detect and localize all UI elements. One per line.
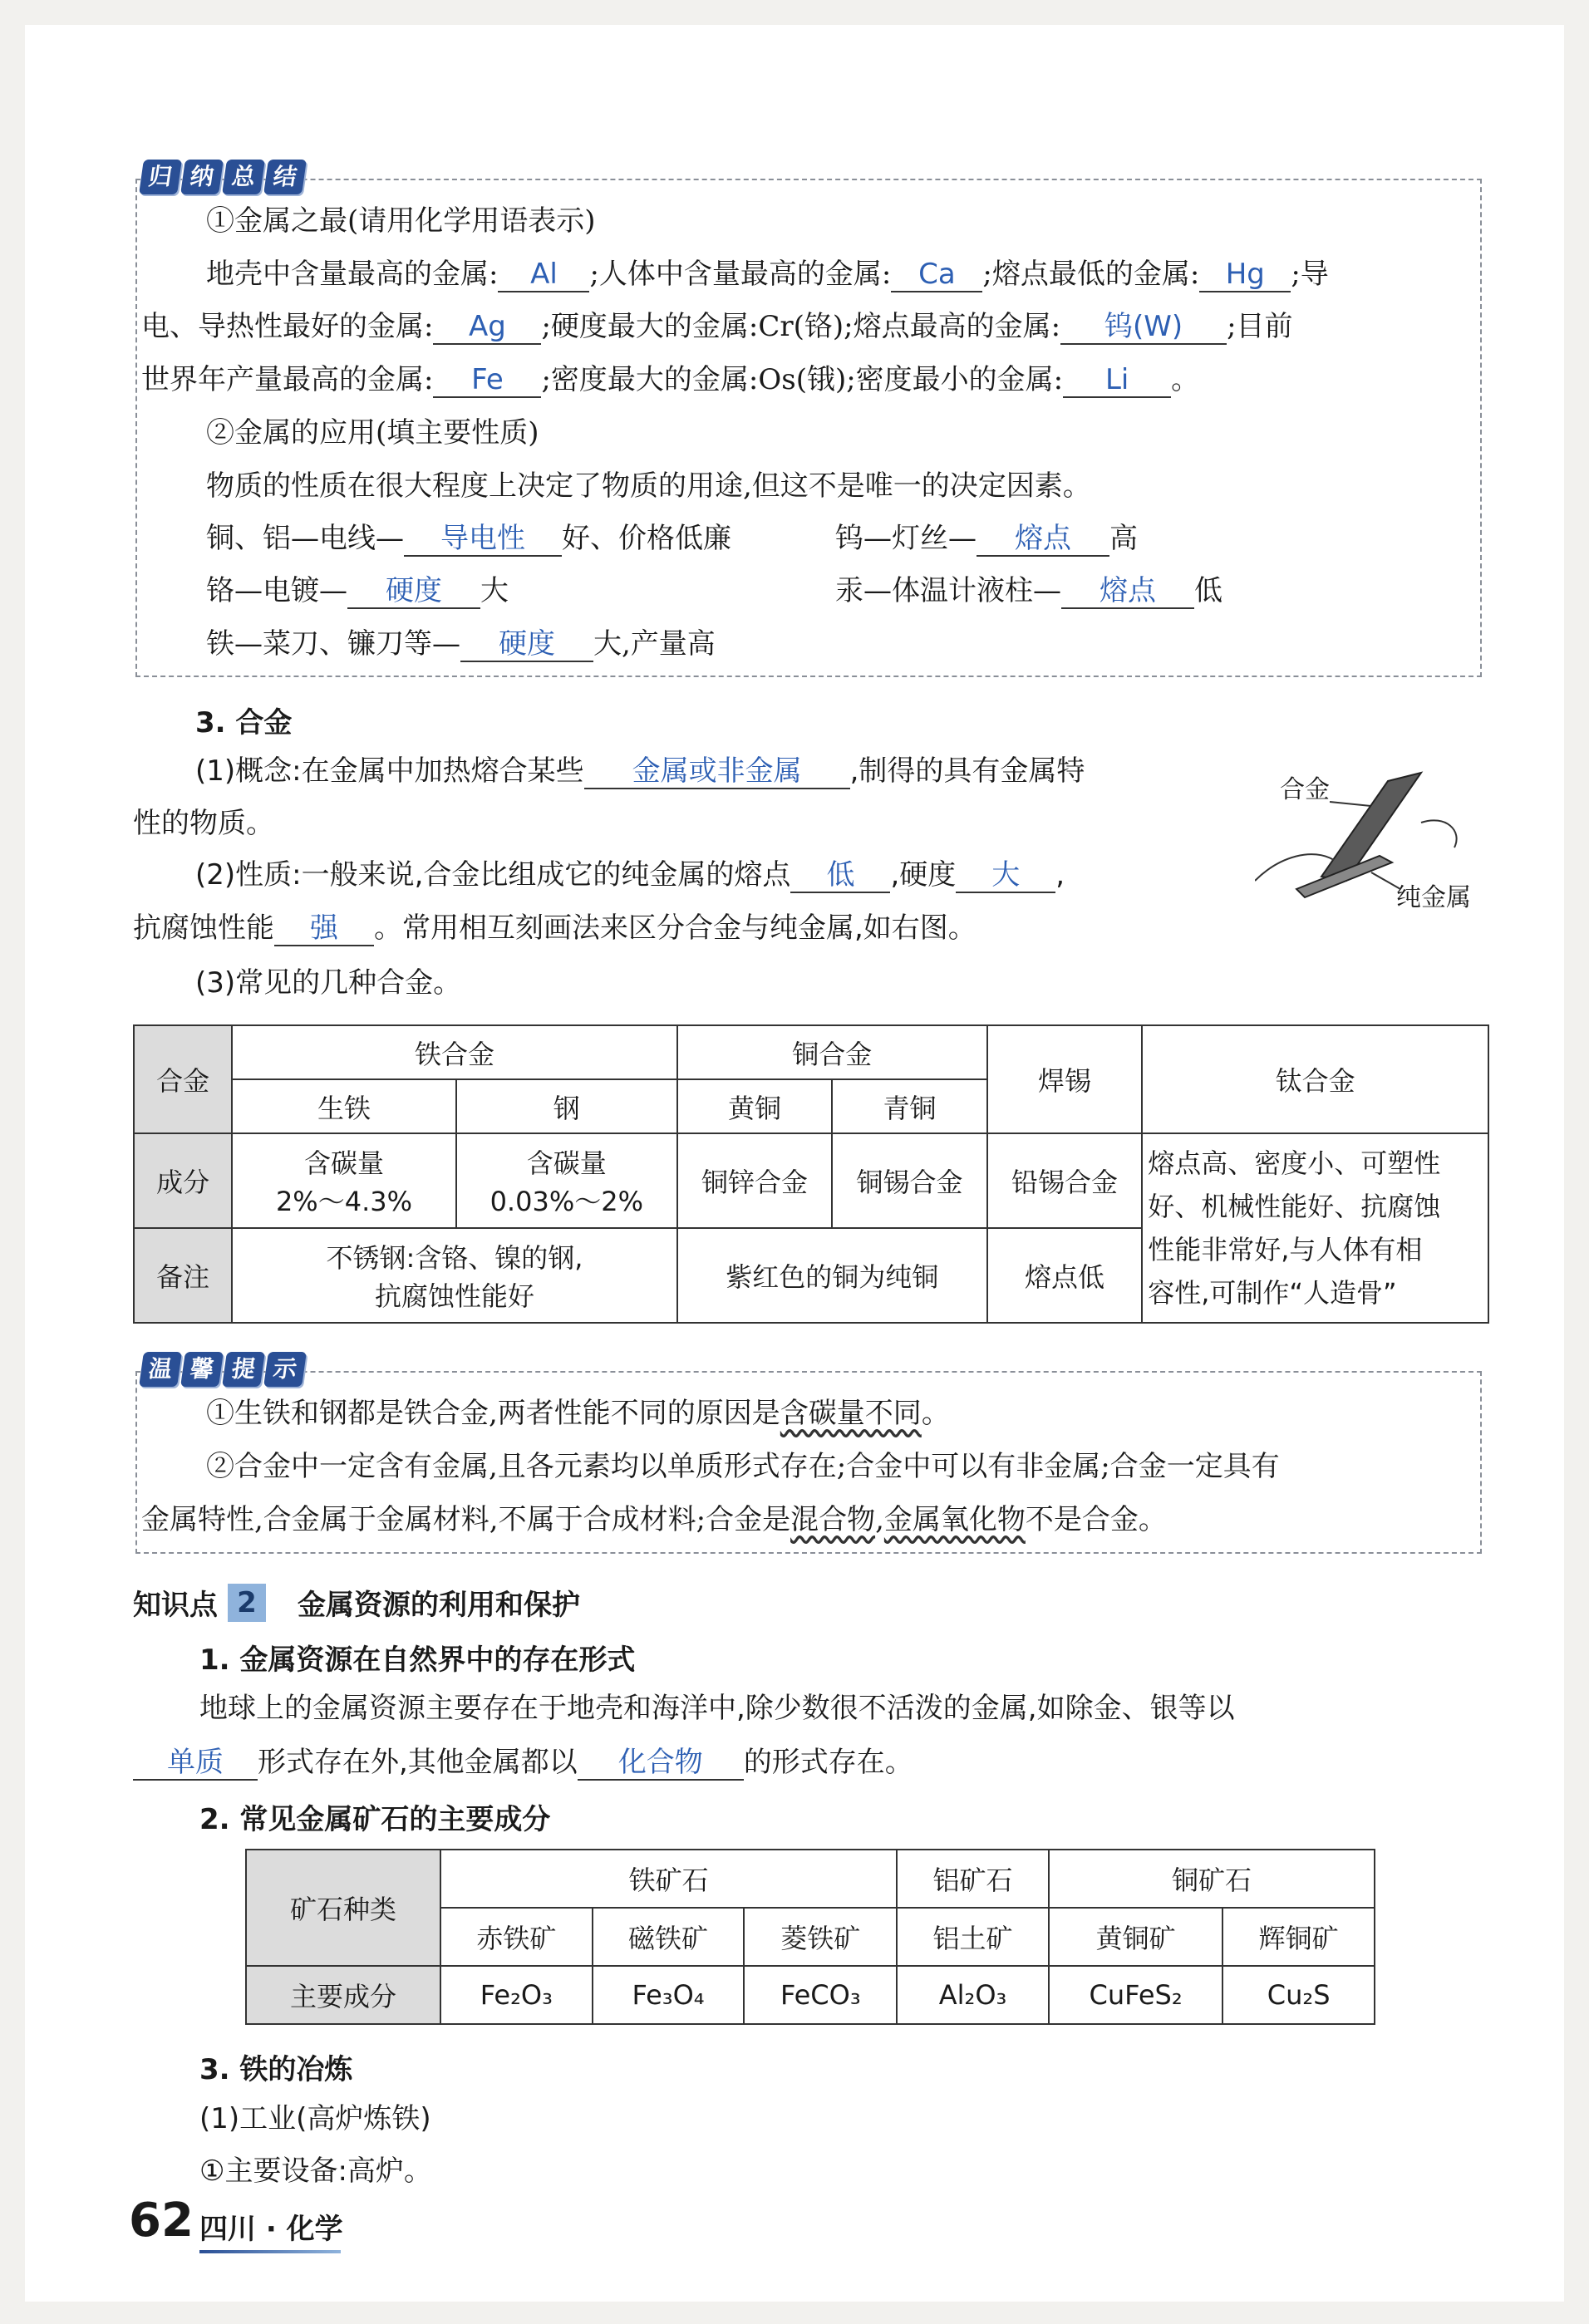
footer-underline (199, 2250, 341, 2253)
app-mercury: 汞—体温计液柱— 熔点 低 (835, 574, 1222, 607)
kp2-section2: 2. 常见金属矿石的主要成分 (199, 1803, 551, 1836)
ore-kind-header: 矿石种类 (246, 1850, 440, 1966)
alloy-common: (3)常见的几种合金。 (195, 966, 462, 1000)
page-number: 62 (129, 2194, 194, 2248)
alloy-heading: 3. 合金 (195, 706, 293, 739)
iron-ore-header: 铁矿石 (440, 1850, 897, 1908)
kp2-section1: 1. 金属资源在自然界中的存在形式 (199, 1644, 636, 1677)
composition-row-header: 成分 (134, 1133, 232, 1228)
alloy-table-header: 合金 (134, 1025, 232, 1133)
ti-alloy-header: 钛合金 (1142, 1025, 1488, 1133)
main-component-header: 主要成分 (246, 1966, 440, 2024)
ore-table (245, 1849, 1375, 2025)
copper-alloy-note: 紫红色的铜为纯铜 (677, 1228, 987, 1323)
figure-label-alloy: 合金 (1280, 775, 1330, 804)
copper-alloy-header: 铜合金 (677, 1025, 987, 1079)
ore-name-hematite: 赤铁矿 (440, 1908, 593, 1966)
app-tungsten: 钨—灯丝— 熔点 高 (835, 522, 1138, 555)
iron-alloy-header: 铁合金 (232, 1025, 677, 1079)
iron-alloy-note: 不锈钢:含铬、镍的钢, 抗腐蚀性能好 (232, 1228, 677, 1323)
bronze-composition: 铜锡合金 (832, 1133, 986, 1228)
solder-note: 熔点低 (987, 1228, 1142, 1323)
summary-line3: 世界年产量最高的金属: Fe ;密度最大的金属:Os(锇);密度最小的金属: Li 。 (141, 363, 1200, 396)
ore-name-magnetite: 磁铁矿 (593, 1908, 745, 1966)
note-row-header: 备注 (134, 1228, 232, 1323)
formula-chalcocite: Cu₂S (1222, 1966, 1375, 2024)
aluminium-ore-header: 铝矿石 (897, 1850, 1049, 1908)
kp2-para1: 地球上的金属资源主要存在于地壳和海洋中,除少数很不活泼的金属,如除金、银等以 (199, 1692, 1235, 1725)
formula-chalcopyrite: CuFeS₂ (1049, 1966, 1222, 2024)
tip2: ②合金中一定含有金属,且各元素均以单质形式存在;合金中可以有非金属;合金一定具有 (206, 1450, 1280, 1483)
tip2-cont: 金属特性,合金属于金属材料,不属于合成材料;合金是混合物,金属氧化物不是合金。 (141, 1503, 1167, 1536)
figure-label-pure: 纯金属 (1396, 883, 1471, 912)
app-copper: 铜、铝—电线— 导电性 好、价格低廉 (206, 522, 731, 555)
pig-iron-header: 生铁 (232, 1079, 456, 1133)
kp2-section3: 3. 铁的冶炼 (199, 2053, 353, 2086)
kp2-para5: ①主要设备:高炉。 (199, 2154, 432, 2188)
alloy-concept-cont: 性的物质。 (133, 807, 274, 840)
tips-badge: 温 馨 提 示 (141, 1352, 304, 1387)
pig-iron-composition: 含碳量 2%～4.3% (232, 1133, 456, 1228)
alloy-table (133, 1024, 1489, 1324)
copper-ore-header: 铜矿石 (1049, 1850, 1375, 1908)
kp2-heading: 知识点 2 金属资源的利用和保护 (133, 1582, 580, 1623)
ore-name-chalcopyrite: 黄铜矿 (1049, 1908, 1222, 1966)
formula-siderite: FeCO₃ (744, 1966, 897, 2024)
formula-magnetite: Fe₃O₄ (593, 1966, 745, 2024)
formula-bauxite: Al₂O₃ (897, 1966, 1049, 2024)
alloy-property-cont: 抗腐蚀性能 强 。常用相互刻画法来区分合金与纯金属,如右图。 (133, 911, 977, 945)
summary-line1: 地壳中含量最高的金属: Al ;人体中含量最高的金属: Ca ;熔点最低的金属: Hg ;导 (206, 258, 1329, 291)
tip1: ①生铁和钢都是铁合金,两者性能不同的原因是含碳量不同。 (206, 1397, 950, 1430)
summary-badge: 归 纳 总 结 (141, 160, 304, 194)
scratch-figure (1255, 756, 1496, 922)
solder-composition: 铅锡合金 (987, 1133, 1142, 1228)
summary-item2-title: ②金属的应用(填主要性质) (206, 416, 539, 450)
bronze-header: 青铜 (832, 1079, 986, 1133)
ti-alloy-note: 熔点高、密度小、可塑性 好、机械性能好、抗腐蚀 性能非常好,与人体有相 容性,可制作“人造骨” (1142, 1133, 1488, 1323)
kp2-para4: (1)工业(高炉炼铁) (199, 2102, 431, 2135)
brass-composition: 铜锌合金 (677, 1133, 832, 1228)
solder-header: 焊锡 (987, 1025, 1142, 1133)
ore-name-bauxite: 铝土矿 (897, 1908, 1049, 1966)
brass-header: 黄铜 (677, 1079, 832, 1133)
steel-header: 钢 (456, 1079, 677, 1133)
summary-line2: 电、导热性最好的金属: Ag ;硬度最大的金属:Cr(铬);熔点最高的金属: 钨(W) ;目前 (141, 310, 1293, 343)
app-iron: 铁—菜刀、镰刀等— 硬度 大,产量高 (206, 627, 716, 661)
alloy-concept: (1)概念:在金属中加热熔合某些 金属或非金属 ,制得的具有金属特 (195, 754, 1085, 788)
alloy-property: (2)性质:一般来说,合金比组成它的纯金属的熔点 低 ,硬度 大 , (195, 858, 1065, 892)
ore-name-chalcocite: 辉铜矿 (1222, 1908, 1375, 1966)
ore-name-siderite: 菱铁矿 (744, 1908, 897, 1966)
app-chromium: 铬—电镀— 硬度 大 (206, 574, 509, 607)
summary-item2-intro: 物质的性质在很大程度上决定了物质的用途,但这不是唯一的决定因素。 (206, 469, 1091, 503)
kp2-para1-cont: 单质 形式存在外,其他金属都以 化合物 的形式存在。 (133, 1743, 913, 1781)
formula-hematite: Fe₂O₃ (440, 1966, 593, 2024)
steel-composition: 含碳量 0.03%～2% (456, 1133, 677, 1228)
summary-item1-title: ①金属之最(请用化学用语表示) (206, 204, 596, 238)
footer-label: 四川 · 化学 (199, 2213, 343, 2246)
